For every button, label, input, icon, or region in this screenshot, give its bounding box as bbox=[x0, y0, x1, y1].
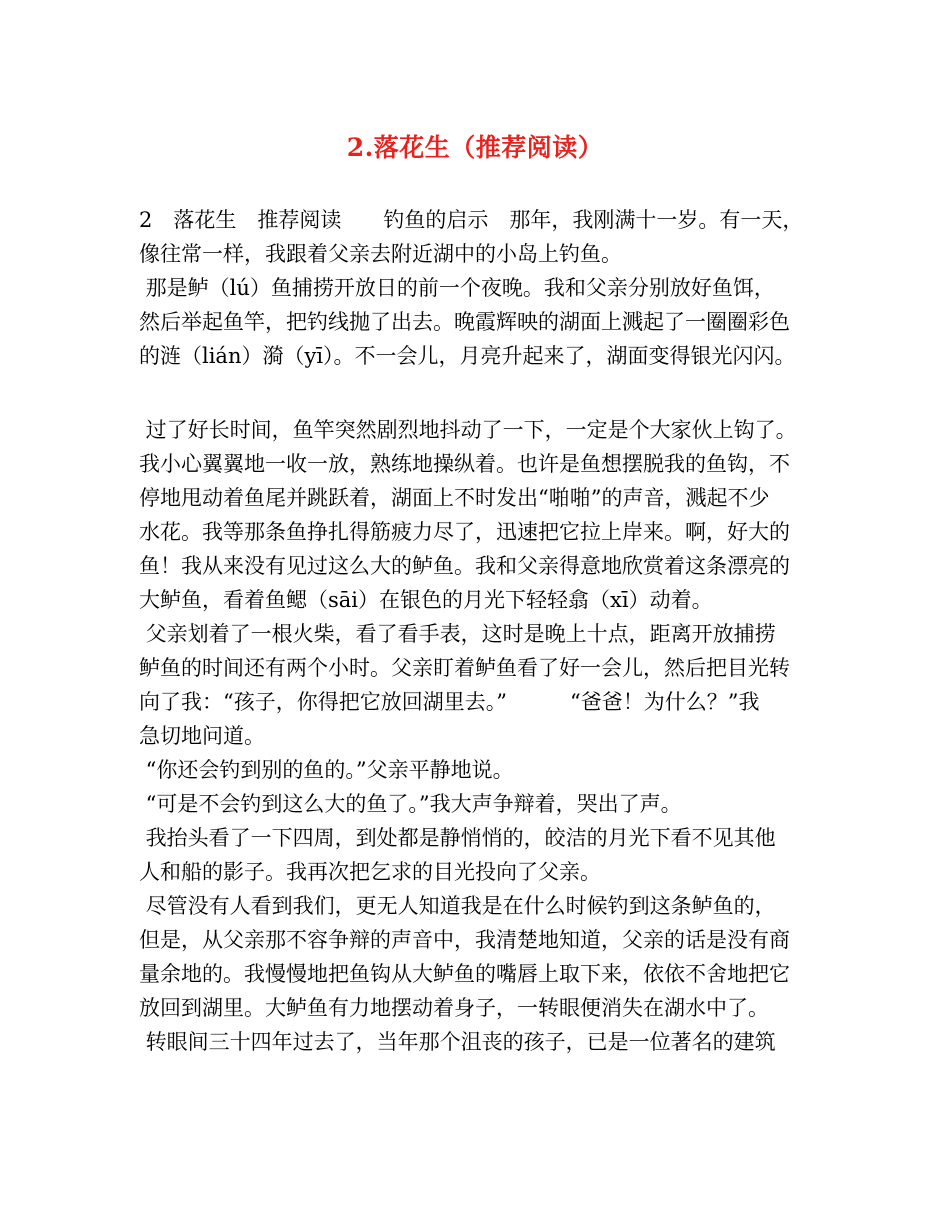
text-line: 我小心翼翼地一收一放，熟练地操纵着。也许是鱼想摆脱我的鱼钩，不 bbox=[139, 452, 790, 476]
text-line: 2 落花生 推荐阅读 钓鱼的启示 那年，我刚满十一岁。有一天， bbox=[139, 208, 804, 232]
text-line: 水花。我等那条鱼挣扎得筋疲力尽了，迅速把它拉上岸来。啊，好大的 bbox=[139, 520, 790, 544]
text-line: 转眼间三十四年过去了，当年那个沮丧的孩子，已是一位著名的建筑 bbox=[139, 1030, 776, 1054]
text-line: 的涟（lián）漪（yī）。不一会儿，月亮升起来了，湖面变得银光闪闪。 bbox=[139, 344, 796, 368]
text-line: “可是不会钓到这么大的鱼了。”我大声争辩着，哭出了声。 bbox=[139, 792, 682, 816]
text-line: 父亲划着了一根火柴，看了看手表，这时是晚上十点，距离开放捕捞 bbox=[139, 622, 776, 646]
text-line: 尽管没有人看到我们，更无人知道我是在什么时候钓到这条鲈鱼的， bbox=[139, 894, 776, 918]
text-line: 急切地问道。 bbox=[139, 724, 265, 748]
text-line: 大鲈鱼，看着鱼鳃（sāi）在银色的月光下轻轻翕（xī）动着。 bbox=[139, 588, 713, 612]
text-line: 人和船的影子。我再次把乞求的目光投向了父亲。 bbox=[139, 860, 601, 884]
text-line: 鲈鱼的时间还有两个小时。父亲盯着鲈鱼看了好一会儿，然后把目光转 bbox=[139, 656, 790, 680]
blank-line bbox=[139, 373, 839, 413]
text-line: 停地甩动着鱼尾并跳跃着，湖面上不时发出“啪啪”的声音，溅起不少 bbox=[139, 486, 770, 510]
text-line: 向了我：“孩子，你得把它放回湖里去。” “爸爸！为什么？”我 bbox=[139, 690, 760, 714]
text-line: 但是，从父亲那不容争辩的声音中，我清楚地知道，父亲的话是没有商 bbox=[139, 928, 790, 952]
text-line: 我抬头看了一下四周，到处都是静悄悄的，皎洁的月光下看不见其他 bbox=[139, 826, 776, 850]
text-line: 过了好长时间，鱼竿突然剧烈地抖动了一下，一定是个大家伙上钩了。 bbox=[139, 418, 797, 442]
text-line: 量余地的。我慢慢地把鱼钩从大鲈鱼的嘴唇上取下来，依依不舍地把它 bbox=[139, 962, 790, 986]
text-line: 那是鲈（lú）鱼捕捞开放日的前一个夜晚。我和父亲分别放好鱼饵， bbox=[139, 276, 775, 300]
text-line: “你还会钓到别的鱼的。”父亲平静地说。 bbox=[139, 758, 514, 782]
text-line: 鱼！我从来没有见过这么大的鲈鱼。我和父亲得意地欣赏着这条漂亮的 bbox=[139, 554, 790, 578]
text-line: 像往常一样，我跟着父亲去附近湖中的小岛上钓鱼。 bbox=[139, 242, 622, 266]
text-line: 放回到湖里。大鲈鱼有力地摆动着身子，一转眼便消失在湖水中了。 bbox=[139, 996, 769, 1020]
page-title: 2.落花生（推荐阅读） bbox=[346, 133, 604, 162]
article-body bbox=[139, 203, 839, 1059]
text-line: 然后举起鱼竿，把钓线抛了出去。晚霞辉映的湖面上溅起了一圈圈彩色 bbox=[139, 310, 790, 334]
